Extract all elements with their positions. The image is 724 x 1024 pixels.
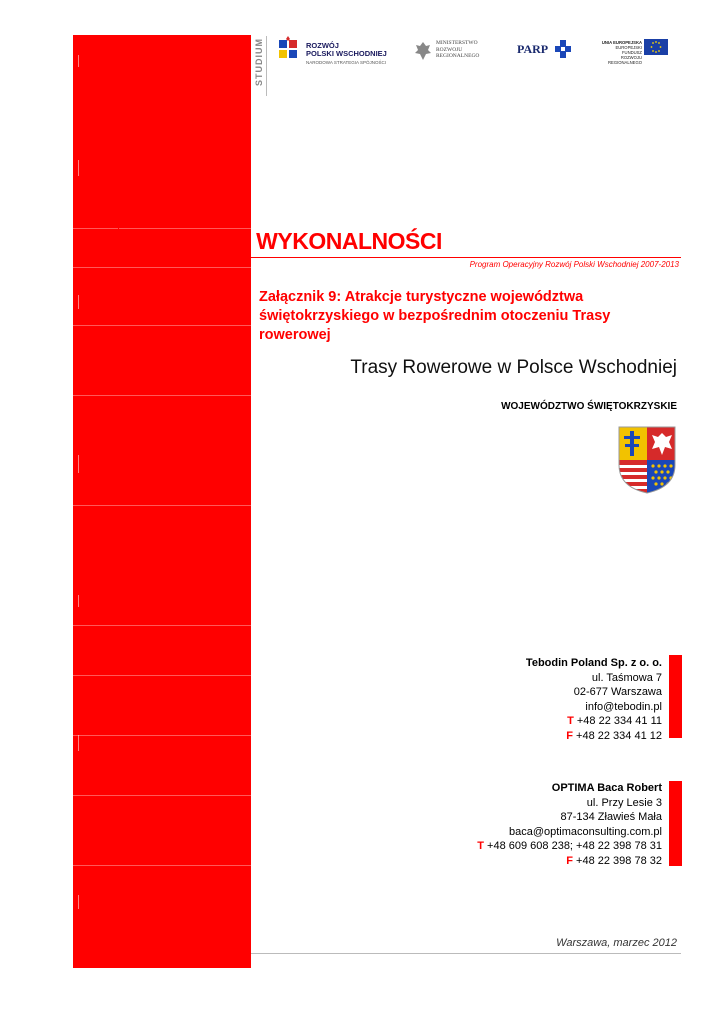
city-address: 02-677 Warszawa	[573, 686, 662, 699]
program-name: Program Operacyjny Rozwój Polski Wschodniej 2007-2013	[469, 260, 679, 269]
document-subtitle: Trasy Rowerowe w Polsce Wschodniej	[350, 357, 677, 378]
fax-line: F +48 22 398 78 32	[566, 854, 662, 867]
email-address: info@tebodin.pl	[585, 700, 662, 713]
company-name: OPTIMA Baca Robert	[551, 782, 662, 794]
red-side-band	[73, 35, 251, 968]
place-and-date: Warszawa, marzec 2012	[556, 937, 677, 949]
annex-title: Załącznik 9: Atrakcje turystyczne województwa świętokrzyskiego w bezpośrednim otoczeniu Trasy rowerowej	[259, 289, 611, 343]
eu-flag-icon	[644, 39, 668, 55]
document-title: STUDIUM WYKONALNOŚCI	[145, 228, 442, 254]
vertical-studium-label: STUDIUM	[254, 38, 264, 86]
coat-of-arms-icon	[617, 425, 677, 495]
unia-europejska-logo: UNIA EUROPEJSKA EUROPEJSKI FUNDUSZ ROZWOJU REGIONALNEGO	[596, 38, 676, 58]
region-label: WOJEWÓDZTWO ŚWIĘTOKRZYSKIE	[501, 401, 677, 412]
phone-line: T +48 609 608 238; +48 22 398 78 31	[477, 840, 662, 853]
footer-rule	[251, 953, 681, 954]
contact-accent-bar	[669, 655, 682, 738]
email-address: baca@optimaconsulting.com.pl	[508, 825, 662, 838]
street-address: ul. Przy Lesie 3	[586, 796, 662, 809]
ministerstwo-rozwoju-logo: MINISTERSTWO ROZWOJU REGIONALNEGO	[414, 40, 494, 64]
contact-block-optima	[477, 781, 662, 869]
title-underline	[130, 257, 681, 258]
rozwoj-polski-wschodniej-logo: ROZWÓJ POLSKI WSCHODNIEJ NARODOWA STRATEGIA SPÓJNOŚCI	[276, 34, 396, 66]
street-address: ul. Taśmowa 7	[591, 671, 662, 684]
company-name: Tebodin Poland Sp. z o. o.	[525, 657, 662, 669]
contact-accent-bar	[669, 781, 682, 866]
city-address: 87-134 Zławieś Mała	[560, 811, 662, 824]
title-vertical-rule	[118, 226, 119, 258]
parp-logo: PARP	[517, 40, 572, 60]
phone-line: T +48 22 334 41 11	[567, 715, 662, 728]
contact-block-tebodin	[526, 656, 662, 744]
header-separator	[266, 36, 267, 96]
fax-line: F +48 22 334 41 12	[566, 729, 662, 742]
